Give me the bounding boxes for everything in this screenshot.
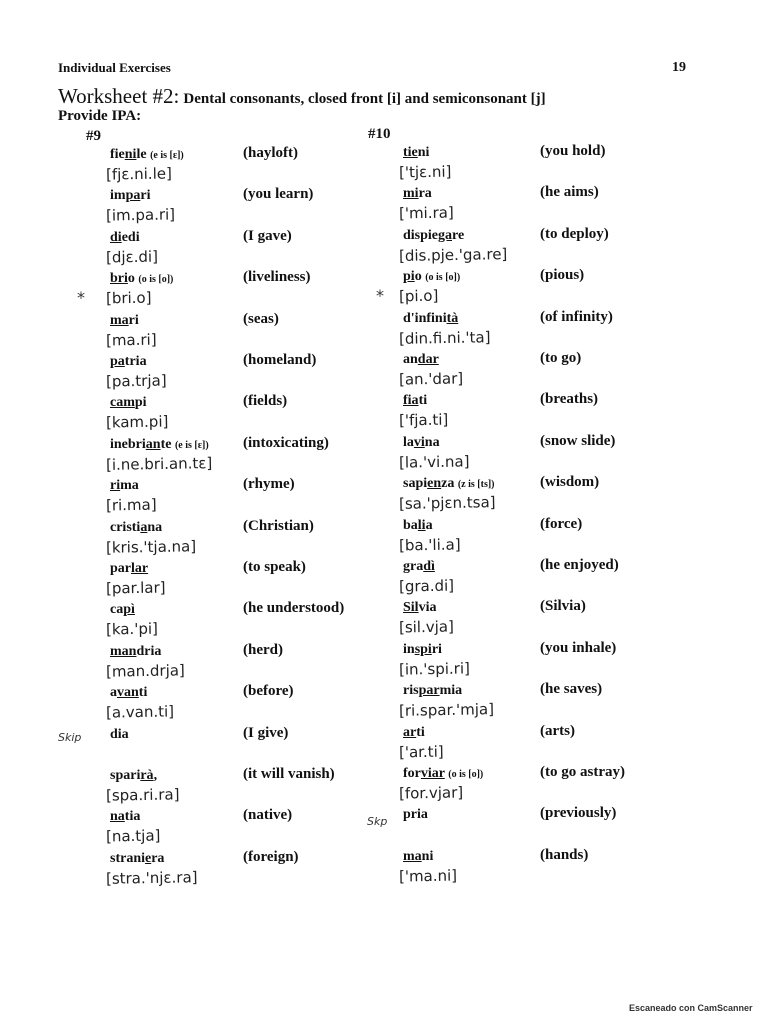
- word-part: gra: [403, 559, 424, 574]
- english-gloss: (I give): [243, 724, 289, 741]
- handwritten-ipa: [ba.'li.a]: [398, 535, 461, 555]
- ex9-entry: [105, 519, 260, 564]
- word-part: ri: [128, 312, 139, 328]
- stressed-syllable: rà: [140, 768, 154, 783]
- english-gloss: (breaths): [540, 391, 599, 408]
- ex10-entry: [398, 269, 553, 313]
- stressed-syllable: en: [427, 476, 442, 492]
- italian-word: [403, 269, 460, 285]
- italian-word: [403, 807, 428, 823]
- word-part: ti: [416, 724, 425, 740]
- handwritten-ipa: [fjɛ.ni.le]: [105, 164, 173, 184]
- italian-word: [110, 395, 147, 411]
- word-part: a: [425, 517, 433, 533]
- italian-word: [403, 186, 432, 202]
- stressed-syllable: ni: [124, 147, 137, 162]
- stressed-syllable: li: [417, 517, 426, 533]
- italian-word: [403, 311, 458, 327]
- word-part: ni: [417, 145, 430, 160]
- handwritten-ipa: [bri.o]: [105, 288, 152, 308]
- word-part: ri: [431, 641, 442, 657]
- ex10-entry: [398, 145, 553, 189]
- word-part: spari: [110, 768, 141, 783]
- english-gloss: (Christian): [243, 517, 314, 534]
- word-part: sapi: [403, 476, 428, 492]
- handwritten-ipa: ['fja.ti]: [398, 410, 449, 430]
- ex9-entry: [105, 768, 260, 812]
- ex9-entry: [105, 188, 260, 232]
- handwritten-ipa: [ri.ma]: [105, 495, 157, 515]
- word-part: fie: [110, 147, 125, 162]
- word-part: cristi: [110, 519, 141, 535]
- worksheet-title-main: Worksheet #2:: [58, 84, 180, 108]
- ex9-entry: [105, 685, 260, 729]
- stressed-syllable: ma: [110, 312, 129, 328]
- handwritten-ipa: ['ma.ni]: [398, 866, 458, 886]
- ex9-entry: [105, 436, 260, 481]
- stressed-syllable: lar: [131, 561, 149, 576]
- italian-word: [110, 354, 147, 370]
- english-gloss: (previously): [540, 805, 617, 822]
- word-part: par: [110, 561, 131, 576]
- stressed-syllable: a: [140, 519, 148, 535]
- english-gloss: (force): [540, 515, 583, 532]
- handwritten-ipa: ['ar.ti]: [398, 742, 444, 761]
- ex10-entry: [398, 186, 553, 230]
- italian-word: [110, 851, 164, 867]
- ex10-entry: [398, 352, 553, 396]
- word-part: ba: [403, 517, 418, 533]
- handwritten-ipa: [gra.di]: [398, 576, 455, 596]
- stressed-syllable: tà: [446, 310, 459, 326]
- word-part: in: [403, 641, 415, 657]
- italian-word: [110, 478, 139, 494]
- word-part: ti: [418, 393, 428, 409]
- exercise-9-label: #9: [86, 128, 101, 144]
- ex10-entry: [398, 559, 553, 603]
- stressed-syllable: vi: [413, 434, 425, 450]
- ex9-entry: [105, 147, 260, 191]
- english-gloss: (rhyme): [243, 476, 295, 493]
- ex9-entry: [105, 395, 260, 439]
- stressed-syllable: dar: [417, 352, 439, 367]
- word-part: za: [441, 476, 455, 492]
- word-part: le: [136, 147, 147, 162]
- skip-note-left: Skip: [58, 731, 82, 744]
- pronunciation-note: (e is [ɛ]): [150, 150, 184, 161]
- stressed-syllable: an: [145, 436, 161, 452]
- word-part: ris: [403, 683, 419, 699]
- italian-word: [110, 602, 135, 618]
- word-part: an: [403, 352, 418, 367]
- word-part: ni: [421, 848, 434, 864]
- ex10-entry: [398, 227, 553, 272]
- italian-word: [403, 725, 425, 741]
- stressed-syllable: ma: [403, 848, 422, 864]
- pronunciation-note: (o is [o]): [138, 274, 174, 286]
- ex9-entry: [105, 809, 260, 853]
- english-gloss: (arts): [540, 722, 575, 739]
- handwritten-ipa: [la.'vi.na]: [398, 452, 470, 472]
- italian-word: [110, 727, 129, 743]
- stressed-syllable: na: [110, 809, 125, 825]
- star-mark-right: *: [376, 286, 384, 305]
- pronunciation-note: (z is [ts]): [457, 479, 495, 491]
- word-part: te: [160, 436, 172, 452]
- english-gloss: (to go): [540, 350, 582, 366]
- english-gloss: (he saves): [540, 681, 603, 698]
- handwritten-ipa: [stra.'njɛ.ra]: [105, 867, 198, 888]
- word-part: na: [147, 519, 163, 535]
- word-part: edi: [121, 229, 140, 245]
- word-part: o: [414, 269, 422, 285]
- italian-word: [403, 352, 439, 368]
- handwritten-ipa: ['mi.ra]: [398, 203, 454, 223]
- word-part: ra: [418, 186, 432, 202]
- stressed-syllable: e: [145, 850, 152, 866]
- english-gloss: (native): [243, 807, 293, 824]
- handwritten-ipa: [sa.'pjɛn.tsa]: [398, 493, 496, 514]
- italian-word: [110, 271, 173, 287]
- english-gloss: (you learn): [243, 186, 314, 203]
- italian-word: [403, 435, 440, 451]
- english-gloss: (wisdom): [540, 474, 600, 491]
- word-part: inebri: [110, 436, 146, 452]
- italian-word: [403, 393, 427, 409]
- handwritten-ipa: [par.lar]: [105, 578, 166, 598]
- english-gloss: (to go astray): [540, 764, 625, 780]
- handwritten-ipa: [din.fi.ni.'ta]: [398, 327, 491, 348]
- ex9-entry: [105, 602, 260, 646]
- handwritten-ipa: [djɛ.di]: [105, 247, 159, 267]
- english-gloss: (I gave): [243, 227, 292, 244]
- stressed-syllable: pa: [125, 188, 141, 204]
- word-part: o: [127, 271, 135, 287]
- handwritten-ipa: [i.ne.bri.an.tɛ]: [105, 453, 213, 474]
- handwritten-ipa: [pa.trja]: [105, 371, 167, 391]
- italian-word: [403, 228, 464, 244]
- word-part: la: [403, 434, 414, 450]
- ex9-entry: [105, 271, 260, 315]
- word-part: ma: [120, 478, 139, 494]
- worksheet-title: [58, 84, 546, 109]
- word-part: tria: [124, 354, 147, 369]
- word-part: for: [403, 766, 421, 781]
- italian-word: [403, 518, 433, 534]
- stressed-syllable: spi: [414, 641, 432, 657]
- italian-word: [110, 768, 157, 784]
- english-gloss: (you inhale): [540, 639, 617, 656]
- stressed-syllable: di: [110, 229, 122, 245]
- word-part: dria: [136, 643, 162, 659]
- page-number: 19: [672, 60, 686, 75]
- word-part: ,: [153, 768, 158, 783]
- stressed-syllable: ar: [403, 724, 417, 740]
- star-mark-left: *: [77, 288, 85, 307]
- stressed-syllable: cam: [110, 395, 135, 411]
- italian-word: [110, 230, 140, 246]
- english-gloss: (he understood): [243, 600, 345, 617]
- word-part: a: [110, 685, 117, 701]
- english-gloss: (fields): [243, 393, 288, 410]
- handwritten-ipa: [a.van.ti]: [105, 702, 175, 722]
- ex10-entry: [398, 848, 553, 893]
- ex10-entry: [398, 641, 553, 686]
- word-part: ca: [110, 602, 124, 618]
- handwritten-ipa: [sil.vja]: [398, 617, 455, 637]
- handwritten-ipa: [ka.'pi]: [105, 619, 159, 639]
- english-gloss: (intoxicating): [243, 434, 329, 451]
- handwritten-ipa: [dis.pje.'ga.re]: [398, 244, 508, 265]
- english-gloss: (before): [243, 683, 294, 700]
- word-part: ti: [138, 685, 148, 701]
- ex10-entry: [398, 393, 553, 437]
- ex9-entry: [105, 229, 260, 274]
- stressed-syllable: bri: [110, 271, 128, 287]
- stressed-syllable: tie: [403, 145, 418, 160]
- handwritten-ipa: [in.'spi.ri]: [398, 659, 471, 679]
- english-gloss: (foreign): [243, 848, 299, 865]
- italian-word: [403, 766, 483, 782]
- italian-word: [403, 642, 442, 658]
- pronunciation-note: (o is [o]): [425, 272, 461, 284]
- handwritten-ipa: [kam.pi]: [105, 412, 169, 432]
- word-part: im: [110, 188, 126, 204]
- ex9-entry: [105, 643, 260, 688]
- ex9-entry: [105, 478, 260, 522]
- word-part: mia: [439, 683, 463, 699]
- italian-word: [110, 561, 148, 577]
- word-part: via: [418, 600, 437, 616]
- stressed-syllable: fia: [403, 393, 419, 409]
- handwritten-ipa: [na.tja]: [105, 826, 161, 846]
- stressed-syllable: viar: [420, 766, 445, 781]
- pronunciation-note: (o is [o]): [448, 769, 484, 780]
- handwritten-ipa: [kris.'tja.na]: [105, 536, 197, 557]
- italian-word: [110, 809, 140, 825]
- word-part: na: [424, 434, 440, 450]
- ex9-entry: [105, 312, 260, 357]
- english-gloss: (herd): [243, 641, 283, 658]
- handwritten-ipa: [man.drja]: [105, 661, 185, 681]
- word-part: pi: [134, 395, 147, 411]
- pronunciation-note: (e is [ɛ]): [174, 439, 209, 451]
- english-gloss: (snow slide): [540, 432, 616, 449]
- stressed-syllable: ga: [438, 227, 453, 243]
- italian-word: [403, 849, 433, 865]
- ex10-entry: [398, 434, 553, 479]
- stressed-syllable: man: [110, 643, 137, 659]
- ex10-entry: [398, 310, 553, 355]
- word-part: pria: [403, 807, 428, 823]
- english-gloss: (he enjoyed): [540, 557, 619, 573]
- italian-word: [110, 147, 184, 163]
- italian-word: [403, 476, 495, 492]
- english-gloss: (homeland): [243, 352, 317, 368]
- ex9-entry: [110, 727, 260, 771]
- word-part: tia: [124, 809, 141, 825]
- english-gloss: (he aims): [540, 184, 599, 201]
- scanner-watermark: Escaneado con CamScanner: [629, 1003, 753, 1013]
- ex10-entry: [398, 683, 553, 727]
- running-header: Individual Exercises: [58, 60, 171, 75]
- stressed-syllable: Sil: [403, 600, 419, 616]
- italian-word: [403, 683, 462, 699]
- english-gloss: (it will vanish): [243, 766, 335, 782]
- english-gloss: (pious): [540, 267, 585, 284]
- english-gloss: (Silvia): [540, 598, 586, 615]
- instruction-text: Provide IPA:: [58, 108, 142, 124]
- english-gloss: (of infinity): [540, 308, 613, 325]
- english-gloss: (seas): [243, 310, 279, 327]
- stressed-syllable: pi: [403, 269, 415, 285]
- stressed-syllable: van: [117, 685, 139, 701]
- italian-word: [110, 685, 147, 701]
- handwritten-ipa: [for.vjar]: [398, 783, 464, 803]
- skip-note-right: Skp: [367, 815, 388, 828]
- stressed-syllable: dì: [423, 559, 435, 574]
- ex9-entry: [105, 354, 260, 398]
- english-gloss: (you hold): [540, 143, 606, 159]
- italian-word: [110, 520, 162, 536]
- italian-word: [403, 145, 429, 161]
- english-gloss: (hayloft): [243, 145, 298, 161]
- english-gloss: (liveliness): [243, 269, 311, 286]
- worksheet-title-subtitle: Dental consonants, closed front [i] and semiconsonant [j]: [183, 91, 546, 107]
- italian-word: [110, 188, 150, 204]
- handwritten-ipa: [pi.o]: [398, 286, 439, 306]
- handwritten-ipa: [ri.spar.'mja]: [398, 700, 495, 721]
- handwritten-ipa: ['tjɛ.ni]: [398, 162, 452, 182]
- stressed-syllable: pa: [110, 354, 125, 369]
- word-part: ra: [151, 850, 165, 866]
- handwritten-ipa: [an.'dar]: [398, 369, 464, 389]
- stressed-syllable: ri: [110, 478, 121, 494]
- stressed-syllable: mi: [403, 186, 419, 202]
- word-part: d'infini: [403, 310, 447, 326]
- stressed-syllable: pì: [123, 602, 135, 618]
- ex9-entry: [105, 850, 260, 895]
- italian-word: [403, 559, 435, 575]
- english-gloss: (hands): [540, 846, 589, 863]
- handwritten-ipa: [ma.ri]: [105, 330, 157, 350]
- italian-word: [110, 313, 139, 329]
- word-part: ri: [140, 188, 151, 204]
- word-part: re: [452, 227, 465, 243]
- english-gloss: (to deploy): [540, 225, 609, 242]
- italian-word: [110, 644, 161, 660]
- exercise-10-label: #10: [368, 126, 391, 142]
- handwritten-ipa: [spa.ri.ra]: [105, 785, 180, 805]
- ex9-entry: [105, 561, 260, 605]
- stressed-syllable: par: [418, 683, 440, 699]
- english-gloss: (to speak): [243, 559, 306, 575]
- handwritten-ipa: [im.pa.ri]: [105, 205, 176, 225]
- ex10-entry: [403, 807, 553, 851]
- italian-word: [110, 437, 209, 453]
- word-part: dia: [110, 726, 129, 742]
- ex10-entry: [398, 517, 553, 562]
- ex10-entry: [398, 766, 553, 810]
- word-part: dispie: [403, 227, 439, 243]
- word-part: strani: [110, 850, 145, 866]
- ex10-entry: [398, 476, 553, 520]
- ex10-entry: [398, 724, 553, 769]
- italian-word: [403, 600, 436, 616]
- ex10-entry: [398, 600, 553, 644]
